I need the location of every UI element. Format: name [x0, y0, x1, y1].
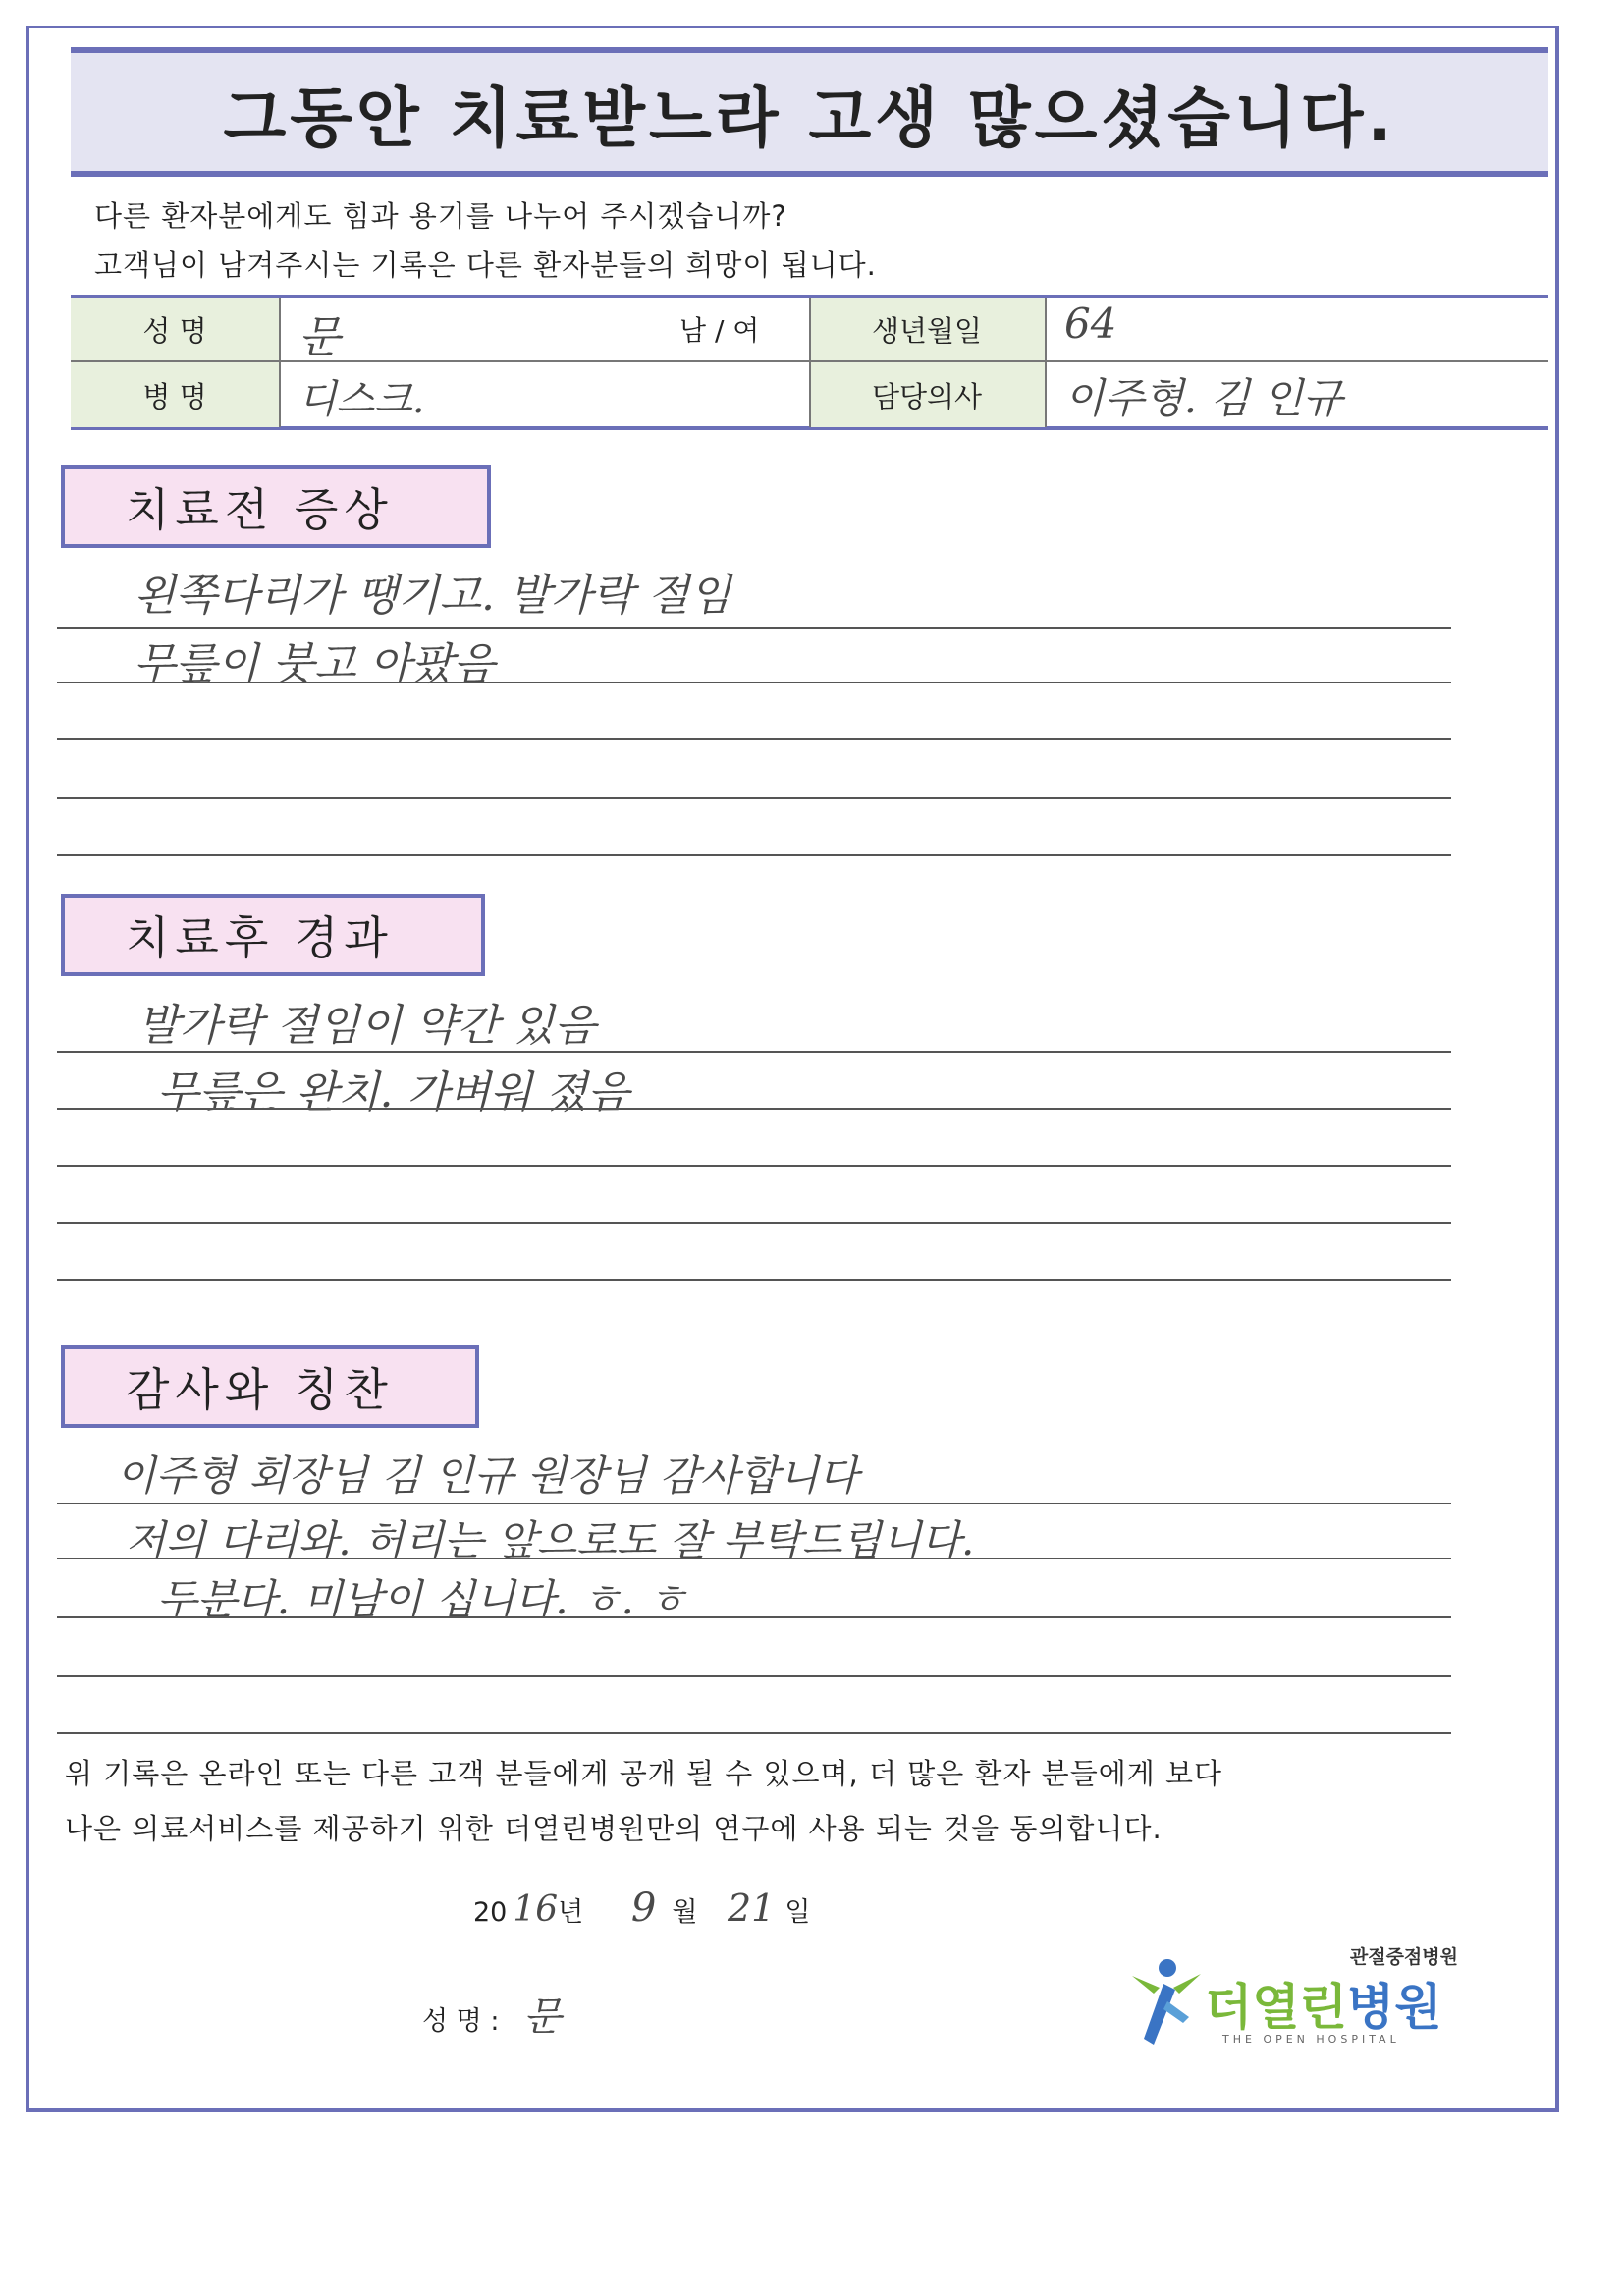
logo-name-part1: 더열린 — [1205, 1979, 1347, 2036]
writing-line — [57, 1165, 1451, 1167]
before-treatment-line-2[interactable]: 무릎이 붓고 아팠음 — [134, 639, 496, 689]
table-col-divider — [279, 298, 281, 427]
date-field — [473, 1886, 810, 1931]
logo-name-part2: 병원 — [1346, 1979, 1442, 2036]
writing-line — [57, 1732, 1451, 1734]
birth-value[interactable]: 64 — [1064, 300, 1117, 348]
patient-info-table — [71, 295, 1548, 430]
title-banner — [71, 47, 1548, 177]
thanks-line-3[interactable]: 두분다. 미남이 십니다. ㅎ. ㅎ — [157, 1575, 687, 1623]
writing-line — [57, 1051, 1451, 1053]
date-month-unit: 월 — [672, 1897, 698, 1928]
writing-line — [57, 682, 1451, 683]
after-treatment-line-2[interactable]: 무릎은 완치. 가벼워 졌음 — [157, 1067, 629, 1118]
intro-line-1: 다른 환자분에게도 힘과 용기를 나누어 주시겠습니까? — [94, 199, 787, 233]
consent-line-2: 나은 의료서비스를 제공하기 위한 더열린병원만의 연구에 사용 되는 것을 동의합니다. — [65, 1812, 1163, 1845]
writing-line — [57, 1108, 1451, 1110]
writing-line — [57, 1279, 1451, 1281]
before-treatment-line-1[interactable]: 왼쪽다리가 땡기고. 발가락 절임 — [134, 571, 731, 621]
thanks-line-1[interactable]: 이주형 회장님 김 인규 원장님 감사합니다 — [116, 1451, 859, 1500]
birth-label: 생년월일 — [809, 298, 1045, 360]
writing-line — [57, 854, 1451, 856]
diagnosis-label: 병 명 — [71, 362, 279, 427]
signature-field — [422, 1986, 562, 2042]
writing-line — [57, 1503, 1451, 1504]
writing-line — [57, 1558, 1451, 1559]
signature-value[interactable]: 문 — [523, 1995, 562, 2040]
date-year[interactable]: 16 — [513, 1889, 559, 1930]
page-title: 그동안 치료받느라 고생 많으셨습니다. — [223, 80, 1396, 156]
logo-figure-icon — [1124, 1954, 1205, 2052]
writing-line — [57, 1675, 1451, 1677]
logo-subtitle: THE OPEN HOSPITAL — [1222, 2033, 1400, 2046]
hospital-logo — [1124, 1942, 1458, 2055]
doctor-label: 담당의사 — [809, 362, 1045, 427]
section-thanks-title: 감사와 칭찬 — [61, 1345, 479, 1428]
name-label: 성 명 — [71, 298, 279, 360]
writing-line — [57, 1222, 1451, 1224]
logo-tagline: 관절중점병원 — [1349, 1946, 1458, 1968]
writing-line — [57, 738, 1451, 740]
consent-line-1: 위 기록은 온라인 또는 다른 고객 분들에게 공개 될 수 있으며, 더 많은 환자 분들에게 보다 — [65, 1757, 1222, 1790]
table-col-divider — [1045, 298, 1047, 427]
date-day-unit: 일 — [784, 1897, 811, 1928]
date-day[interactable]: 21 — [728, 1886, 776, 1930]
date-year-unit: 년 — [558, 1897, 584, 1928]
writing-line — [57, 1616, 1451, 1618]
writing-line — [57, 797, 1451, 799]
diagnosis-value[interactable]: 디스크. — [298, 377, 425, 422]
writing-line — [57, 627, 1451, 629]
thanks-line-2[interactable]: 저의 다리와. 허리는 앞으로도 잘 부탁드립니다. — [126, 1516, 975, 1564]
gender-select[interactable]: 남 / 여 — [679, 314, 760, 347]
logo-name — [1205, 1968, 1442, 2039]
date-month[interactable]: 9 — [630, 1886, 657, 1931]
doctor-value[interactable]: 이주형. 김 인규 — [1064, 374, 1343, 422]
section-after-treatment-title: 치료후 경과 — [61, 894, 485, 976]
intro-line-2: 고객님이 남겨주시는 기록은 다른 환자분들의 희망이 됩니다. — [94, 248, 877, 282]
signature-label: 성 명 : — [422, 2006, 500, 2037]
table-col-divider — [809, 298, 811, 427]
section-before-treatment-title: 치료전 증상 — [61, 465, 491, 548]
after-treatment-line-1[interactable]: 발가락 절임이 약간 있음 — [137, 1001, 596, 1051]
name-value[interactable]: 문 — [298, 312, 341, 362]
date-prefix: 20 — [473, 1897, 508, 1928]
